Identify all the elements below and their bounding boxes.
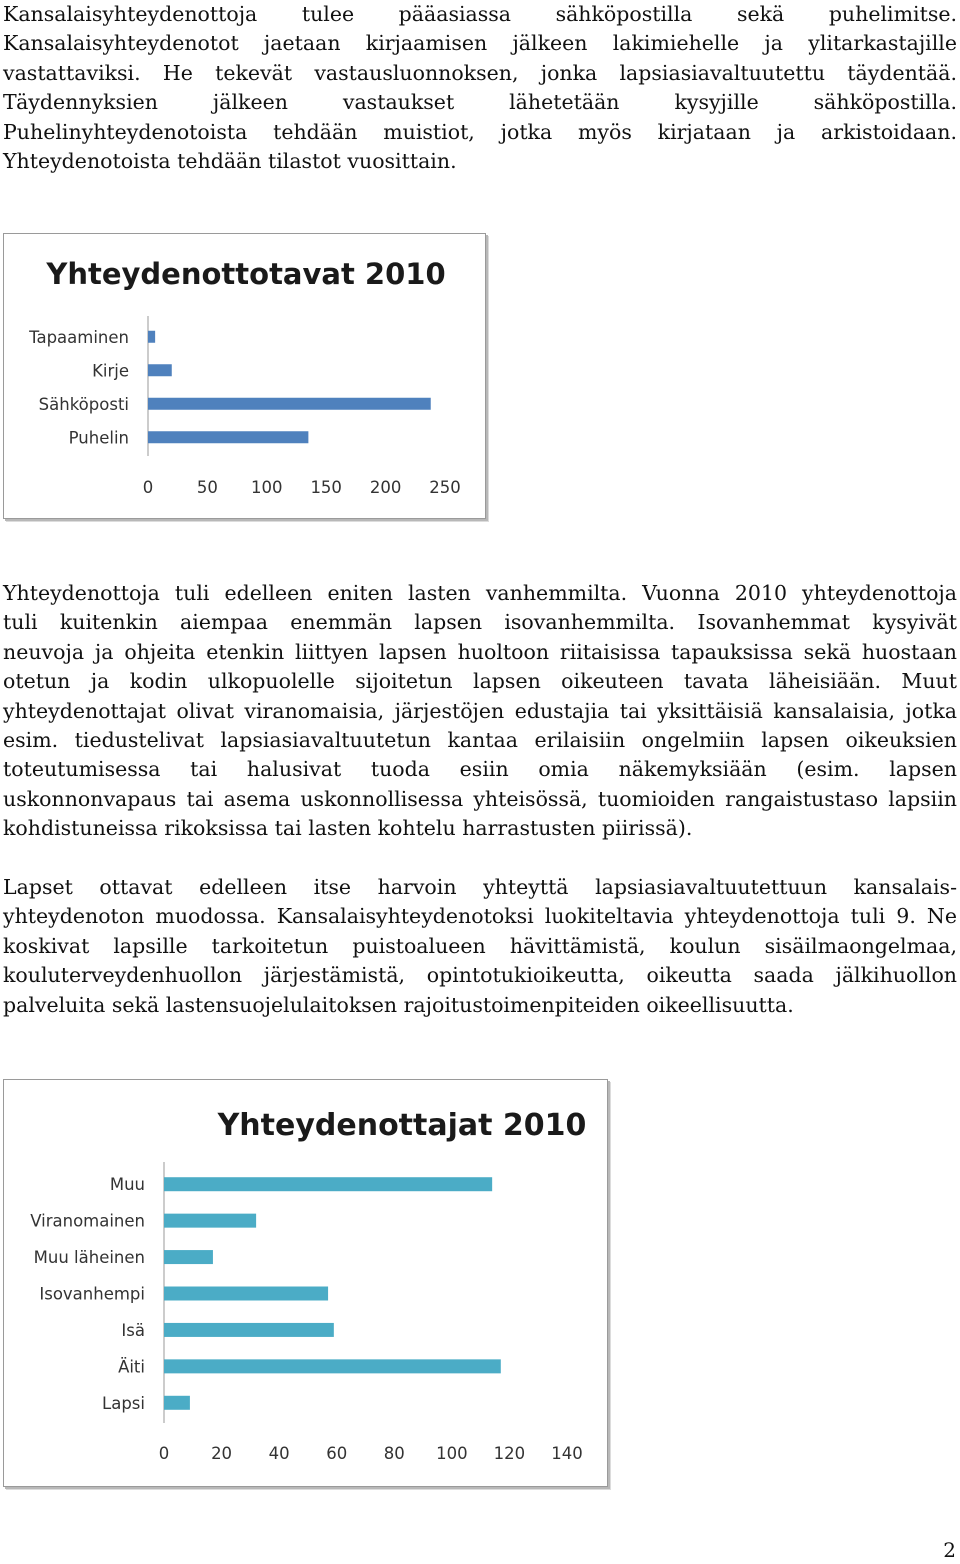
text-line: yhteydenottajat olivat viranomaisia, järjestöjen edustajia tai yksittäisiä kansalaisia, jotka	[3, 698, 957, 723]
tick-label: 0	[142, 478, 154, 497]
category-label: Muu	[109, 1175, 145, 1195]
children-paragraph	[3, 873, 957, 1020]
tick-label: 100	[251, 478, 283, 497]
text-line: kohdistuneissa rikoksissa tai lasten kohtelu harrastusten piirissä).	[3, 816, 693, 841]
category-label: Puhelin	[68, 428, 129, 448]
bar	[164, 1287, 328, 1301]
text-line: esim. tiedustelivat lapsiasiavaltuutetun kantaa erilaisiin ongelmiin lapsen oikeuksien	[3, 728, 957, 753]
category-label: Viranomainen	[30, 1211, 145, 1231]
tick-label: 200	[369, 478, 402, 497]
tick-label: 140	[551, 1444, 583, 1463]
text-line: yhteydenoton muodossa. Kansalaisyhteydenotoksi luokiteltavia yhteydenottoja tuli 9. Ne	[3, 904, 957, 929]
category-label: Äiti	[118, 1357, 145, 1377]
text-line: uskonnonvapaus tai asema uskonnollisessa yhteisössä, tuomioiden rangaistustaso lapsiin	[3, 786, 957, 811]
text-line: Puhelinyhteydenotoista tehdään muistiot, jotka myös kirjataan ja arkistoidaan.	[3, 119, 957, 144]
text-line: palveluita sekä lastensuojelulaitoksen rajoitustoimenpiteiden oikeellisuutta.	[3, 992, 794, 1017]
category-label: Lapsi	[102, 1393, 145, 1413]
category-label: Tapaaminen	[29, 327, 129, 347]
tick-label: 120	[493, 1444, 526, 1463]
tick-label: 250	[429, 478, 461, 497]
contacts-by-sender-chart	[3, 1079, 608, 1487]
bar	[164, 1177, 492, 1191]
text-line: Kansalaisyhteydenotot jaetaan kirjaamisen jälkeen lakimiehelle ja ylitarkastajille	[3, 31, 957, 56]
contacts-paragraph	[3, 579, 957, 844]
text-line: Täydennyksien jälkeen vastaukset lähetetään kysyjille sähköpostilla.	[3, 90, 957, 115]
page-number: 2	[943, 1538, 956, 1562]
contact-methods-chart-svg	[4, 234, 485, 518]
text-line: tuli kuitenkin aiempaa enemmän lapsen isovanhemmilta. Isovanhemmat kysyivät	[3, 610, 957, 635]
bar	[148, 431, 308, 443]
text-line: otetun ja kodin ulkopuolelle sijoitetun lapsen oikeuteen tavata läheisiään. Muut	[3, 669, 957, 694]
contacts-by-sender-chart-svg	[4, 1080, 607, 1486]
chart-title: Yhteydenottotavat 2010	[46, 257, 446, 291]
tick-label: 20	[211, 1444, 233, 1463]
category-label: Isovanhempi	[39, 1284, 145, 1304]
bar	[164, 1323, 334, 1337]
bar	[148, 398, 431, 410]
category-label: Kirje	[92, 361, 129, 381]
bar	[164, 1396, 190, 1410]
bar	[148, 364, 172, 376]
text-line: koskivat lapsille tarkoitetun puistoalueen hävittämistä, koulun sisäilmaongelmaa,	[3, 933, 957, 958]
text-line: Lapset ottavat edelleen itse harvoin yhteyttä lapsiasiavaltuutettuun kansalais-	[3, 875, 957, 899]
intro-paragraph	[3, 0, 957, 176]
contact-methods-chart	[3, 233, 486, 519]
tick-label: 150	[310, 478, 342, 497]
tick-label: 40	[268, 1444, 290, 1463]
bar	[164, 1359, 501, 1373]
bar	[164, 1250, 213, 1264]
text-line: neuvoja ja ohjeita etenkin liittyen lapsen huoltoon riitaisissa tapauksissa sekä huostaan	[3, 639, 957, 664]
text-line: toteutumisessa tai halusivat tuoda esiin omia näkemyksiään (esim. lapsen	[3, 757, 957, 782]
tick-label: 60	[326, 1444, 348, 1463]
tick-label: 80	[383, 1444, 405, 1463]
chart-title: Yhteydenottajat 2010	[217, 1108, 587, 1143]
text-line: Kansalaisyhteydenottoja tulee pääasiassa sähköpostilla sekä puhelimitse.	[3, 2, 957, 26]
tick-label: 0	[158, 1444, 170, 1463]
tick-label: 100	[436, 1444, 468, 1463]
category-label: Muu läheinen	[33, 1248, 145, 1268]
bar	[164, 1214, 256, 1228]
bar	[148, 331, 155, 343]
text-line: kouluterveydenhuollon järjestämistä, opintotukioikeutta, oikeutta saada jälkihuollon	[3, 963, 957, 988]
text-line: Yhteydenottoja tuli edelleen eniten lasten vanhemmilta. Vuonna 2010 yhteydenottoja	[3, 581, 957, 605]
text-line: vastattaviksi. He tekevät vastausluonnoksen, jonka lapsiasiavaltuutettu täydentää.	[3, 60, 957, 85]
tick-label: 50	[196, 478, 218, 497]
category-label: Sähköposti	[38, 394, 129, 414]
text-line: Yhteydenotoista tehdään tilastot vuosittain.	[3, 149, 457, 174]
category-label: Isä	[121, 1320, 145, 1340]
